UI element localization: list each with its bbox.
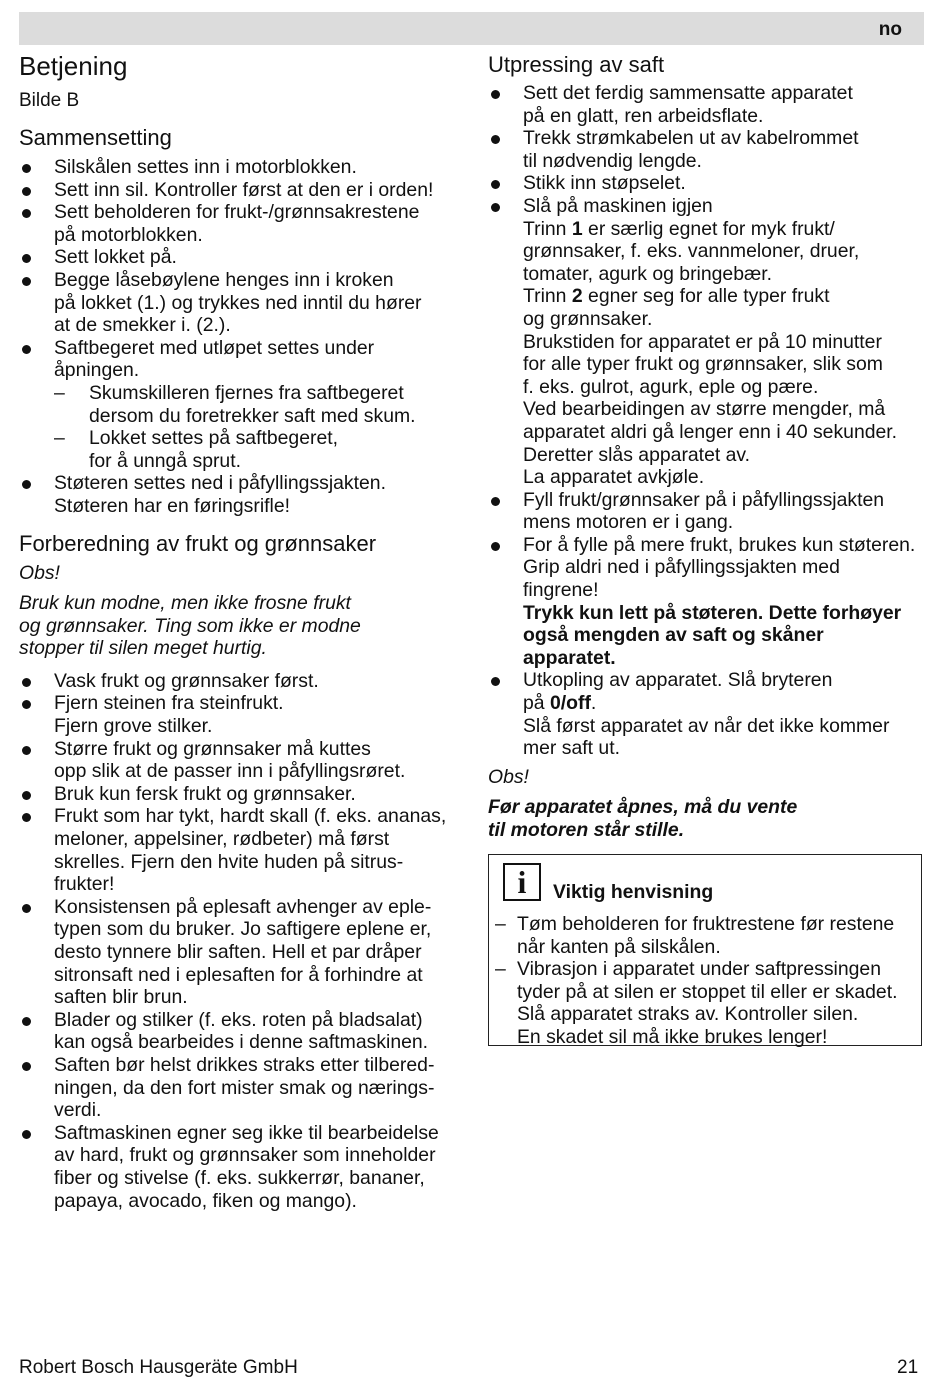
section-title: Betjening <box>19 51 128 81</box>
language-code: no <box>878 19 902 40</box>
footer-company: Robert Bosch Hausgeräte GmbH <box>19 1357 298 1378</box>
step-number: 1 <box>571 217 583 240</box>
list-item: Blader og stilker (f. eks. roten på bladsalat) kan også bearbeides i denne saftmaskinen. <box>19 1009 469 1054</box>
list-item: Trekk strømkabelen ut av kabelrommet til nødvendig lengde. <box>488 127 924 172</box>
list-item: Fyll frukt/grønnsaker på i påfyllingssjakten mens motoren er i gang. <box>488 489 924 534</box>
sub-list-item: – Lokket settes på saftbegeret, for å unngå sprut. <box>19 427 469 472</box>
list-item: Silskålen settes inn i motorblokken. <box>19 156 469 179</box>
list-item: – Vibrasjon i apparatet under saftpressingen tyder på at silen er stoppet til eller er skadet. Slå apparatet straks av. Kontroller silen. En skadet sil må ikke brukes lenger! <box>493 958 921 1048</box>
list-item: Saftbegeret med utløpet settes under åpningen. <box>19 337 469 382</box>
switch-position: 0/off <box>549 692 591 715</box>
page-number: 21 <box>897 1357 919 1378</box>
list-item: Vask frukt og grønnsaker først. <box>19 670 469 693</box>
info-icon: i <box>503 863 541 901</box>
language-header-bar <box>19 12 924 45</box>
list-item: Utkopling av apparatet. Slå bryteren på 0/off. Slå først apparatet av når det ikke kommer mer saft ut. <box>488 669 924 759</box>
list-item: Frukt som har tykt, hardt skall (f. eks. ananas, meloner, appelsiner, rødbeter) må først skrelles. Fjern den hvite huden på sitrus- frukter! <box>19 805 469 895</box>
list-item: Saftmaskinen egner seg ikke til bearbeidelse av hard, frukt og grønnsaker som inneholder fiber og stivelse (f. eks. sukkerrør, bananer, papaya, avocado, fiken og mango). <box>19 1122 469 1212</box>
caution-label: Obs! <box>19 561 60 584</box>
list-item: Sett inn sil. Kontroller først at den er i orden! <box>19 179 469 202</box>
assembly-heading: Sammensetting <box>19 125 172 150</box>
list-item: For å fylle på mere frukt, brukes kun støteren. Grip aldri ned i påfyllingssjakten med fingrene! Trykk kun lett på støteren. Dette forhøyer også mengden av saft og skåner apparatet. <box>488 534 924 670</box>
figure-reference: Bilde B <box>19 90 80 111</box>
list-item: Større frukt og grønnsaker må kuttes opp slik at de passer inn i påfyllingsrøret. <box>19 738 469 783</box>
list-item: Sett beholderen for frukt-/grønnsakrestene på motorblokken. <box>19 201 469 246</box>
caution-line: og grønnsaker. Ting som ikke er modne <box>19 614 361 637</box>
juicing-heading: Utpressing av saft <box>488 52 665 77</box>
assembly-list <box>19 156 469 518</box>
left-column <box>19 50 469 1212</box>
important-note-box <box>488 854 922 1046</box>
note-list <box>493 913 921 1049</box>
list-item: Sett det ferdig sammensatte apparatet på en glatt, ren arbeidsflate. <box>488 82 924 127</box>
list-item: – Tøm beholderen for fruktrestene før restene når kanten på silskålen. <box>493 913 921 958</box>
preparation-heading: Forberedning av frukt og grønnsaker <box>19 530 377 556</box>
list-item: Begge låsebøylene henges inn i kroken på lokket (1.) og trykkes ned inntil du hører at de smekker i. (2.). <box>19 269 469 337</box>
list-item: Saften bør helst drikkes straks etter tilbered- ningen, da den fort mister smak og nærings- verdi. <box>19 1054 469 1122</box>
caution-line: stopper til silen meget hurtig. <box>19 637 267 660</box>
sub-list-item: – Skumskilleren fjernes fra saftbegeret dersom du foretrekker saft med skum. <box>19 382 469 427</box>
list-item: Slå på maskinen igjen Trinn 1 er særlig egnet for myk frukt/ grønnsaker, f. eks. vannmeloner, druer, tomater, agurk og bringebær. Trinn 2 egner seg for alle typer frukt og grønnsaker. Brukstiden for apparatet er på 10 minutter for alle typer frukt og grønnsaker, slik som f. eks. gulrot, agurk, eple og pære. Ved bearbeidingen av større mengder, må apparatet aldri gå lenger enn i 40 sekunder. Deretter slås apparatet av. La apparatet avkjøle. <box>488 195 924 489</box>
list-item: Bruk kun fersk frukt og grønnsaker. <box>19 783 469 806</box>
list-item: Fjern steinen fra steinfrukt. Fjern grove stilker. <box>19 692 469 737</box>
caution-label: Obs! <box>488 765 529 788</box>
right-column <box>488 50 924 842</box>
caution-text <box>19 592 469 660</box>
step-number: 2 <box>571 285 583 308</box>
juicing-list <box>488 82 924 760</box>
list-item: Konsistensen på eplesaft avhenger av eple- typen som du bruker. Jo saftigere eplene er, desto tynnere blir saften. Hell et par dråper sitronsaft ned i eplesaften for å forhindre at saften blir brun. <box>19 896 469 1009</box>
note-title: Viktig henvisning <box>553 881 714 903</box>
caution-line: Bruk kun modne, men ikke frosne frukt <box>19 592 351 615</box>
list-item: Støteren settes ned i påfyllingssjakten. Støteren har en føringsrifle! <box>19 472 469 517</box>
list-item: Sett lokket på. <box>19 246 469 269</box>
warning-text: Før apparatet åpnes, må du vente til motoren står stille. <box>488 796 798 841</box>
list-item: Stikk inn støpselet. <box>488 172 924 195</box>
preparation-list <box>19 670 469 1212</box>
